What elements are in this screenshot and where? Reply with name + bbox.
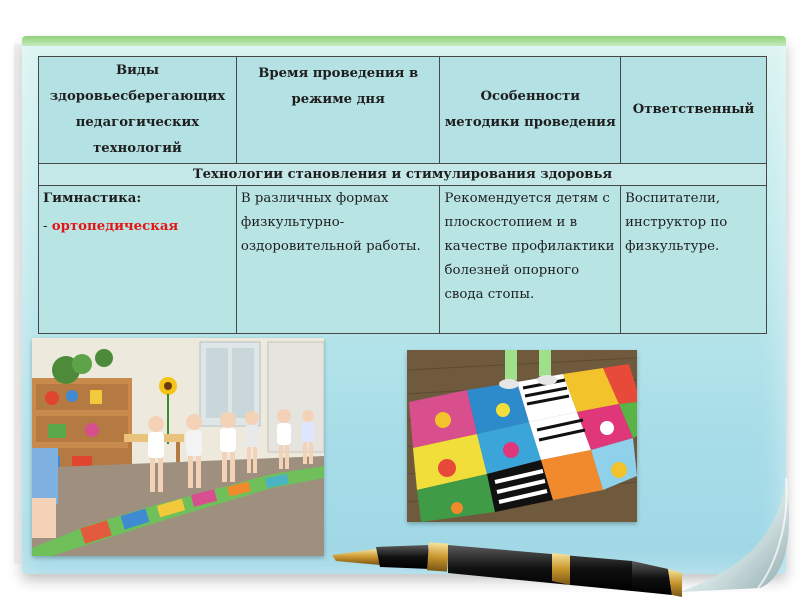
table-row [39,186,767,334]
cell-responsible: Воспитатели, инструктор по физкультуре. [621,186,767,334]
header-time: Время проведения в режиме дня [236,57,440,164]
section-title: Технологии становления и стимулирования здоровья [39,164,767,186]
children-walking-photo [32,338,324,556]
table-header-row [39,57,767,164]
cell-time: В различных формах физкультурно-оздоровительной работы. [236,186,440,334]
gymnastics-title: Гимнастика: [43,191,142,206]
header-responsible: Ответственный [621,57,767,164]
sensory-mat-photo [407,350,637,522]
fountain-pen-decoration [332,535,682,599]
section-row [39,164,767,186]
gymnastics-type [43,215,232,239]
header-methods: Особенности методики проведения [440,57,621,164]
cell-gymnastics [39,186,237,334]
gymnastics-type-prefix: - [43,219,52,234]
technologies-table [38,56,767,334]
cell-methods: Рекомендуется детям с плоскостопием и в качестве профилактики болезней опорного свода стопы. [440,186,621,334]
orthopedic-label: ортопедическая [51,219,179,234]
paper-sheet-top-edge [22,36,786,46]
header-types: Виды здоровьесберегающих педагогических технологий [39,57,237,164]
